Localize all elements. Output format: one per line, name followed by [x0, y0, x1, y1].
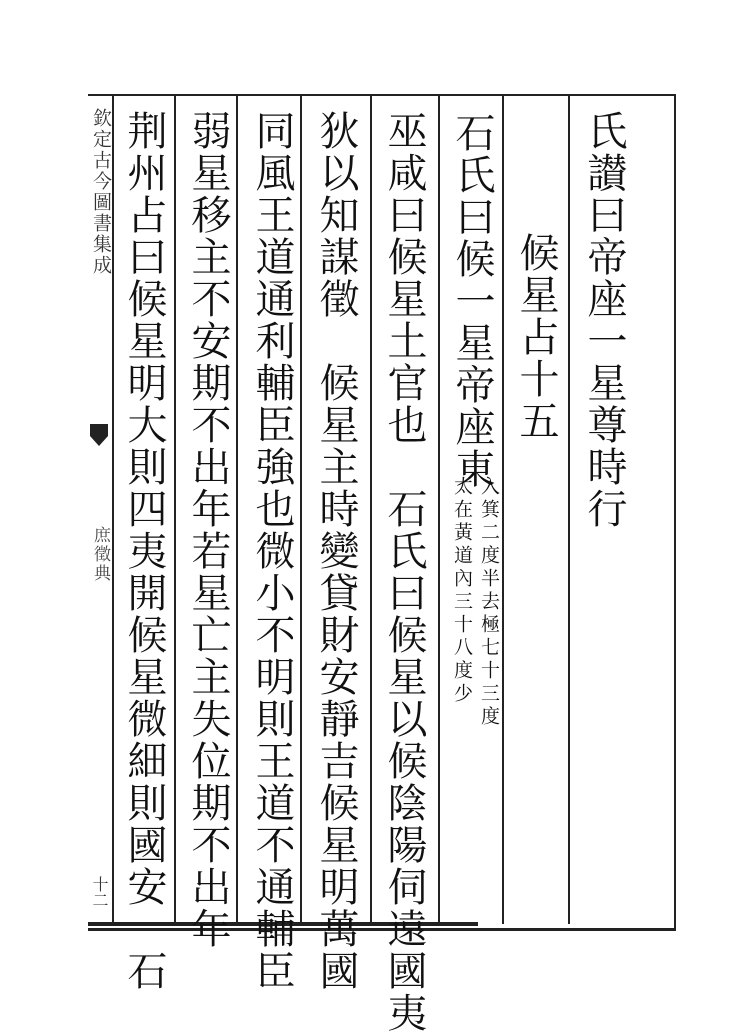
- column-divider: [236, 96, 238, 924]
- text-column-3: 石氏曰候一星帝座東: [449, 112, 495, 490]
- column-divider: [502, 96, 504, 924]
- column-divider: [300, 96, 302, 924]
- annotation-left: 太在黃道內三十八度少: [451, 476, 473, 706]
- text-column-8: 荆州占曰候星明大則四夷開候星微細則國安 石: [121, 110, 167, 992]
- column-divider: [568, 96, 570, 924]
- folio-number: 十二: [90, 876, 109, 908]
- text-column-1: 氏讃曰帝座一星尊時行: [581, 110, 627, 530]
- column-divider: [174, 96, 176, 924]
- margin-strip: [88, 96, 112, 924]
- column-divider: [370, 96, 372, 924]
- section-heading: 候星占十五: [513, 232, 559, 442]
- book-title: 欽定古今圖書集成: [90, 108, 112, 276]
- text-column-4: 巫咸曰候星土官也 石氏曰候星以候陰陽伺遠國夷: [381, 110, 427, 1034]
- section-title: 庶徵典: [90, 526, 110, 583]
- text-column-6: 同風王道通利輔臣強也微小不明則王道不通輔臣: [249, 110, 295, 992]
- text-column-7: 弱星移主不安期不出年若星亡主失位期不出年: [185, 110, 231, 950]
- text-column-5: 狄以知謀徵 候星主時變貸財安靜吉候星明萬國: [313, 110, 359, 992]
- column-divider: [438, 96, 440, 924]
- annotation-right: 入箕二度半去極七十三度: [478, 476, 500, 729]
- fish-tail-icon: [88, 422, 110, 448]
